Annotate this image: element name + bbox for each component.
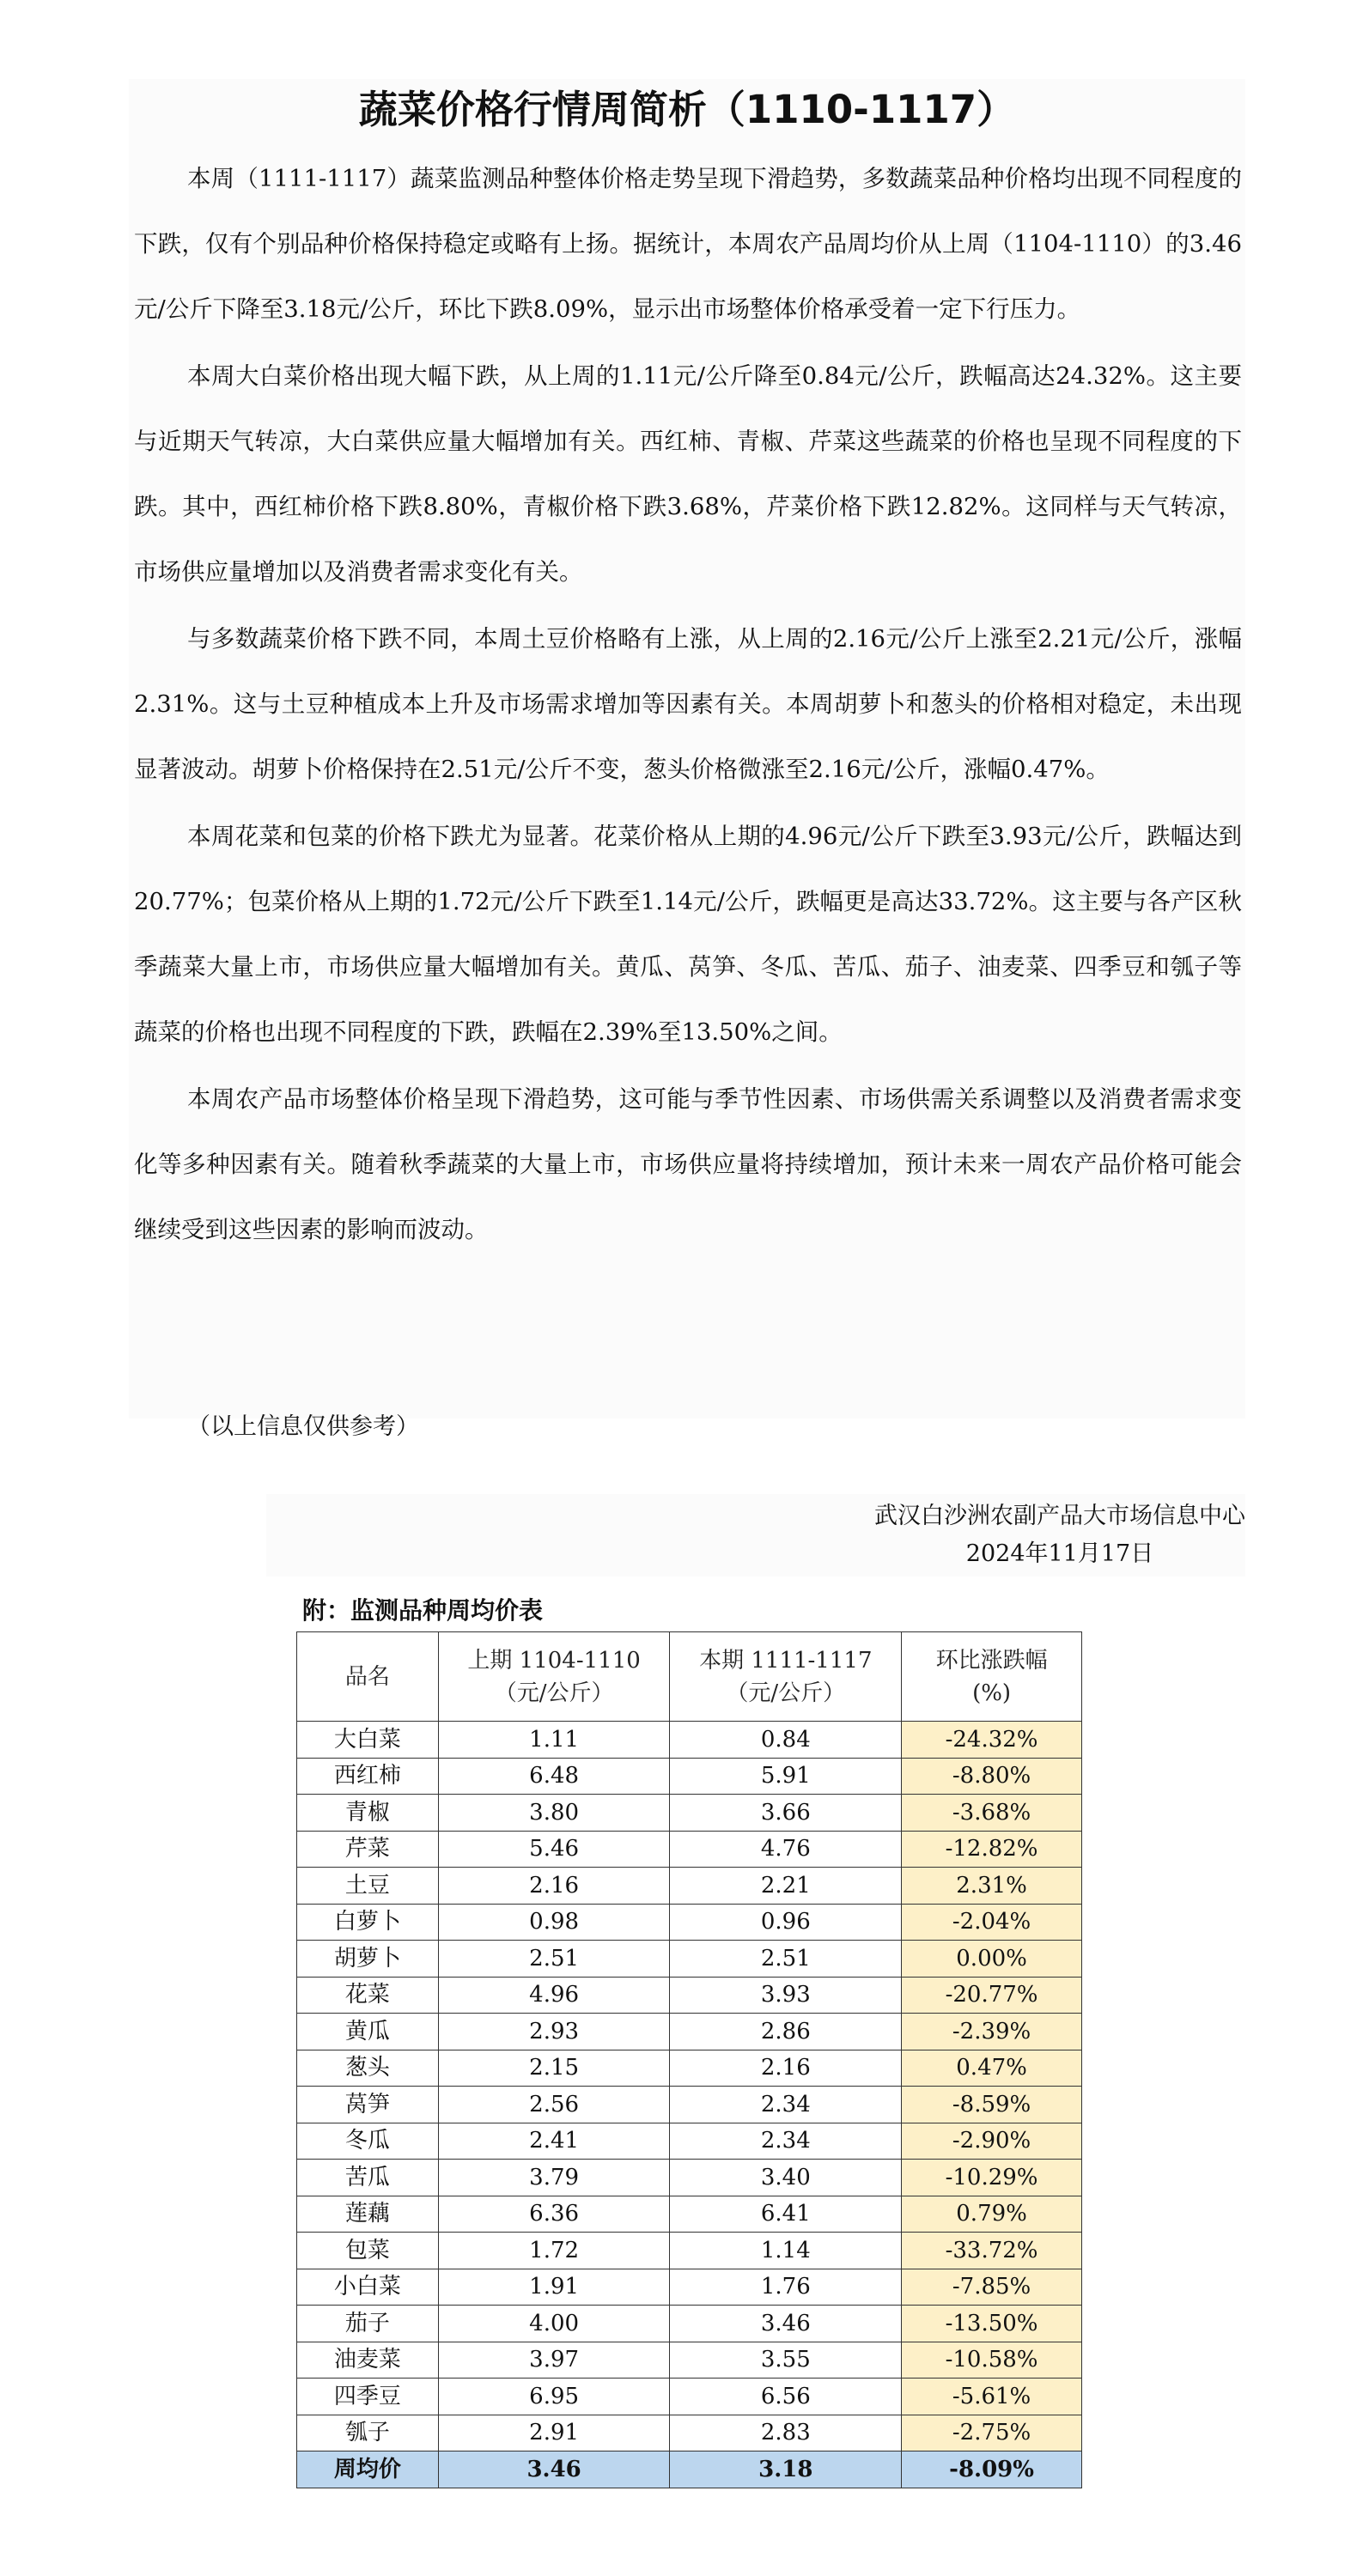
header-name: 品名 — [297, 1632, 439, 1722]
cell-name: 小白菜 — [297, 2269, 439, 2306]
cell-curr-price: 3.66 — [670, 1795, 902, 1832]
cell-name: 四季豆 — [297, 2379, 439, 2415]
cell-prev-price: 6.36 — [438, 2196, 670, 2233]
table-row — [297, 2196, 1082, 2233]
cell-change: -12.82% — [902, 1831, 1082, 1868]
table-row — [297, 2415, 1082, 2451]
cell-change: -2.75% — [902, 2415, 1082, 2451]
cell-name: 白萝卜 — [297, 1904, 439, 1941]
cell-prev-price: 6.48 — [438, 1758, 670, 1795]
cell-change: 0.47% — [902, 2050, 1082, 2087]
cell-curr-price: 3.40 — [670, 2160, 902, 2196]
cell-prev-price: 6.95 — [438, 2379, 670, 2415]
table-caption: 附：监测品种周均价表 — [302, 1596, 544, 1625]
header-curr-unit: （元/公斤） — [726, 1680, 846, 1706]
avg-cell-change: -8.09% — [902, 2451, 1082, 2488]
price-table — [296, 1631, 1082, 2488]
table-header-row — [297, 1632, 1082, 1722]
table-row — [297, 2087, 1082, 2123]
avg-cell-name: 周均价 — [297, 2451, 439, 2488]
signature-org: 武汉白沙洲农副产品大市场信息中心 — [874, 1503, 1245, 1529]
cell-prev-price: 2.16 — [438, 1868, 670, 1905]
cell-change: -33.72% — [902, 2233, 1082, 2269]
cell-curr-price: 3.93 — [670, 1977, 902, 2014]
cell-name: 西红柿 — [297, 1758, 439, 1795]
cell-change: -3.68% — [902, 1795, 1082, 1832]
cell-name: 黄瓜 — [297, 2014, 439, 2050]
cell-prev-price: 1.91 — [438, 2269, 670, 2306]
cell-curr-price: 2.51 — [670, 1941, 902, 1978]
cell-change: 0.00% — [902, 1941, 1082, 1978]
page-title: 蔬菜价格行情周简析（1110-1117） — [358, 87, 1016, 132]
cell-prev-price: 2.51 — [438, 1941, 670, 1978]
paragraph: 本周农产品市场整体价格呈现下滑趋势，这可能与季节性因素、市场供需关系调整以及消费者需求变化等多种因素有关。随着秋季蔬菜的大量上市，市场供应量将持续增加，预计未来一周农产品价格可能会继续受到这些因素的影响而波动。 — [134, 1085, 1242, 1243]
table-row — [297, 1722, 1082, 1759]
cell-change: -2.90% — [902, 2123, 1082, 2160]
table-row — [297, 2342, 1082, 2379]
signature — [874, 1498, 1245, 1573]
avg-cell-curr-price: 3.18 — [670, 2451, 902, 2488]
cell-change: -8.80% — [902, 1758, 1082, 1795]
table-average-row — [297, 2451, 1082, 2488]
table-row — [297, 1831, 1082, 1868]
cell-name: 花菜 — [297, 1977, 439, 2014]
cell-curr-price: 2.34 — [670, 2087, 902, 2123]
cell-curr-price: 1.14 — [670, 2233, 902, 2269]
cell-name: 土豆 — [297, 1868, 439, 1905]
cell-prev-price: 2.15 — [438, 2050, 670, 2087]
cell-curr-price: 6.41 — [670, 2196, 902, 2233]
cell-name: 包菜 — [297, 2233, 439, 2269]
header-prev-price — [438, 1632, 670, 1722]
cell-change: -10.29% — [902, 2160, 1082, 2196]
cell-curr-price: 0.96 — [670, 1904, 902, 1941]
cell-name: 葱头 — [297, 2050, 439, 2087]
analysis-body — [134, 146, 1242, 1264]
cell-name: 瓠子 — [297, 2415, 439, 2451]
cell-curr-price: 3.46 — [670, 2306, 902, 2342]
cell-prev-price: 2.41 — [438, 2123, 670, 2160]
table-row — [297, 2123, 1082, 2160]
cell-name: 苦瓜 — [297, 2160, 439, 2196]
cell-change: -7.85% — [902, 2269, 1082, 2306]
cell-curr-price: 2.83 — [670, 2415, 902, 2451]
header-change — [902, 1632, 1082, 1722]
header-prev-unit: （元/公斤） — [494, 1680, 614, 1706]
paragraph: 本周花菜和包菜的价格下跌尤为显著。花菜价格从上期的4.96元/公斤下跌至3.93元/公斤，跌幅达到20.77%；包菜价格从上期的1.72元/公斤下跌至1.14元/公斤，跌幅更是高达33.72%。这主要与各产区秋季蔬菜大量上市，市场供应量大幅增加有关。黄瓜、莴笋、冬瓜、苦瓜、茄子、油麦菜、四季豆和瓠子等蔬菜的价格也出现不同程度的下跌，跌幅在2.39%至13.50%之间。 — [134, 823, 1242, 1046]
cell-curr-price: 1.76 — [670, 2269, 902, 2306]
paragraph: 与多数蔬菜价格下跌不同，本周土豆价格略有上涨，从上周的2.16元/公斤上涨至2.21元/公斤，涨幅2.31%。这与土豆种植成本上升及市场需求增加等因素有关。本周胡萝卜和葱头的价格相对稳定，未出现显著波动。胡萝卜价格保持在2.51元/公斤不变，葱头价格微涨至2.16元/公斤，涨幅0.47%。 — [134, 625, 1242, 783]
cell-change: -2.39% — [902, 2014, 1082, 2050]
cell-change: 2.31% — [902, 1868, 1082, 1905]
cell-prev-price: 1.72 — [438, 2233, 670, 2269]
cell-change: -5.61% — [902, 2379, 1082, 2415]
paragraph: 本周大白菜价格出现大幅下跌，从上周的1.11元/公斤降至0.84元/公斤，跌幅高达24.32%。这主要与近期天气转凉，大白菜供应量大幅增加有关。西红柿、青椒、芹菜这些蔬菜的价格也呈现不同程度的下跌。其中，西红柿价格下跌8.80%，青椒价格下跌3.68%，芹菜价格下跌12.82%。这同样与天气转凉，市场供应量增加以及消费者需求变化有关。 — [134, 362, 1242, 586]
table-body — [297, 1722, 1082, 2488]
paragraph: 本周（1111-1117）蔬菜监测品种整体价格走势呈现下滑趋势，多数蔬菜品种价格均出现不同程度的下跌，仅有个别品种价格保持稳定或略有上扬。据统计，本周农产品周均价从上周（1104-1110）的3.46元/公斤下降至3.18元/公斤，环比下跌8.09%，显示出市场整体价格承受着一定下行压力。 — [134, 165, 1242, 323]
cell-prev-price: 3.79 — [438, 2160, 670, 2196]
header-curr-price — [670, 1632, 902, 1722]
cell-prev-price: 3.97 — [438, 2342, 670, 2379]
disclaimer-note: （以上信息仅供参考） — [187, 1413, 419, 1440]
cell-prev-price: 2.56 — [438, 2087, 670, 2123]
cell-change: -2.04% — [902, 1904, 1082, 1941]
cell-curr-price: 0.84 — [670, 1722, 902, 1759]
table-row — [297, 2160, 1082, 2196]
table-row — [297, 1758, 1082, 1795]
cell-curr-price: 5.91 — [670, 1758, 902, 1795]
cell-change: -20.77% — [902, 1977, 1082, 2014]
table-row — [297, 1977, 1082, 2014]
cell-name: 冬瓜 — [297, 2123, 439, 2160]
table-row — [297, 1904, 1082, 1941]
cell-prev-price: 0.98 — [438, 1904, 670, 1941]
header-change-unit: (%) — [972, 1680, 1012, 1706]
cell-prev-price: 5.46 — [438, 1831, 670, 1868]
cell-curr-price: 2.21 — [670, 1868, 902, 1905]
cell-curr-price: 3.55 — [670, 2342, 902, 2379]
header-prev-period: 上期 1104-1110 — [467, 1647, 641, 1674]
cell-name: 莲藕 — [297, 2196, 439, 2233]
cell-curr-price: 2.86 — [670, 2014, 902, 2050]
cell-change: -13.50% — [902, 2306, 1082, 2342]
table-row — [297, 2379, 1082, 2415]
avg-cell-prev-price: 3.46 — [438, 2451, 670, 2488]
cell-prev-price: 4.96 — [438, 1977, 670, 2014]
cell-name: 芹菜 — [297, 1831, 439, 1868]
cell-curr-price: 4.76 — [670, 1831, 902, 1868]
cell-curr-price: 2.34 — [670, 2123, 902, 2160]
cell-change: -8.59% — [902, 2087, 1082, 2123]
cell-curr-price: 2.16 — [670, 2050, 902, 2087]
header-curr-period: 本期 1111-1117 — [699, 1647, 873, 1674]
table-row — [297, 1868, 1082, 1905]
cell-name: 大白菜 — [297, 1722, 439, 1759]
table-row — [297, 1941, 1082, 1978]
signature-date: 2024年11月17日 — [965, 1540, 1154, 1567]
table-row — [297, 2050, 1082, 2087]
cell-prev-price: 1.11 — [438, 1722, 670, 1759]
cell-change: 0.79% — [902, 2196, 1082, 2233]
cell-curr-price: 6.56 — [670, 2379, 902, 2415]
cell-name: 油麦菜 — [297, 2342, 439, 2379]
cell-name: 青椒 — [297, 1795, 439, 1832]
cell-name: 胡萝卜 — [297, 1941, 439, 1978]
table-row — [297, 2014, 1082, 2050]
cell-change: -10.58% — [902, 2342, 1082, 2379]
table-row — [297, 1795, 1082, 1832]
cell-prev-price: 2.91 — [438, 2415, 670, 2451]
cell-change: -24.32% — [902, 1722, 1082, 1759]
cell-name: 莴笋 — [297, 2087, 439, 2123]
cell-prev-price: 2.93 — [438, 2014, 670, 2050]
cell-prev-price: 3.80 — [438, 1795, 670, 1832]
table-row — [297, 2306, 1082, 2342]
table-row — [297, 2233, 1082, 2269]
table-row — [297, 2269, 1082, 2306]
cell-prev-price: 4.00 — [438, 2306, 670, 2342]
header-change-label: 环比涨跌幅 — [935, 1647, 1048, 1674]
cell-name: 茄子 — [297, 2306, 439, 2342]
